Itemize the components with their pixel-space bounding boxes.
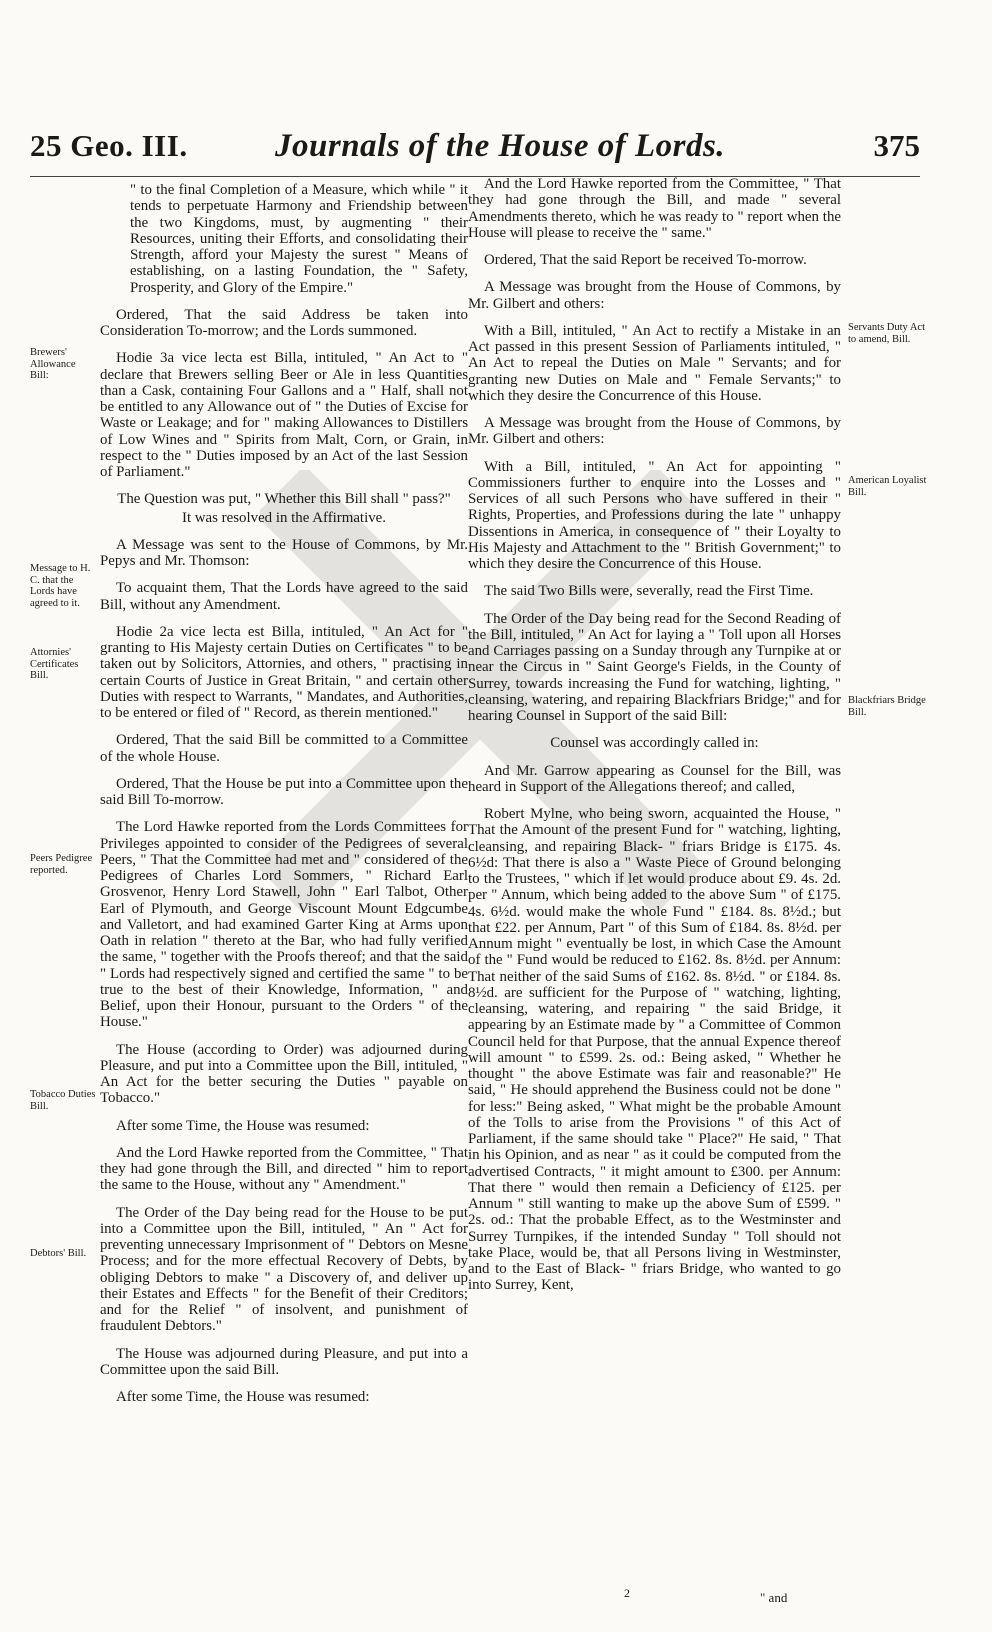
order-address-consideration: Ordered, That the said Address be taken into Consideration To-morrow; and the Lords summoned.: [100, 306, 468, 339]
margin-note-debtors-bill: Debtors' Bill.: [30, 1248, 87, 1259]
hawke-report-amendments: And the Lord Hawke reported from the Committee, " That they had gone through the Bill, and made " several Amendments thereto, which he was ready to " report when the House will please to receive the " same.": [468, 176, 841, 241]
margin-note-message-to-commons: Message to H. C. that the Lords have agreed to it.: [30, 563, 91, 609]
order-committee-tomorrow: Ordered, That the House be put into a Committee upon the said Bill To-morrow.: [100, 775, 468, 808]
house-resumed-2: After some Time, the House was resumed:: [116, 1389, 370, 1405]
margin-note-peers-pedigree: Peers Pedigree reported.: [30, 853, 93, 876]
debtors-order-of-day: The Order of the Day being read for the House to be put into a Committee upon the Bill, intituled, " An " Act for preventing unnecessary Imprisonment of " Debtors on Mesne Process; and for the more effectual Recovery of Debts, by obliging Debtors to make " a Discovery of, and deliver up their Estates and Effects " for the Benefit of their Creditors; and for the Relief " of insolvent, and punishment of fraudulent Debtors.": [100, 1204, 468, 1335]
attornies-bill-second-reading: Hodie 2a vice lecta est Billa, intituled, " An Act for " granting to His Majesty certain Duties on Certificates " to be taken out by Solicitors, Attornies, and others, " practising in certain Courts of Justice in Great Britain, " and certain other Duties with respect to Warrants, " Mandates, and Authorities, to be entered or filed of " Record, as therein mentioned.": [100, 623, 468, 721]
message-sent-to-commons: A Message was sent to the House of Commons, by Mr. Pepys and Mr. Thomson:: [100, 536, 468, 569]
margin-note-attornies-certificates: Attornies' Certificates Bill.: [30, 647, 79, 681]
order-committed: Ordered, That the said Bill be committed to a Committee of the whole House.: [100, 732, 468, 765]
question-put: The Question was put, " Whether this Bill shall " pass?": [117, 491, 451, 508]
regnal-year: 25 Geo. III.: [30, 128, 188, 163]
margin-note-tobacco-duties: Tobacco Duties Bill.: [30, 1089, 96, 1112]
bills-first-reading: The said Two Bills were, severally, read the First Time.: [484, 583, 814, 600]
debtors-committee: The House was adjourned during Pleasure, and put into a Committee upon the said Bill.: [100, 1345, 468, 1378]
resolved-affirmative: It was resolved in the Affirmative.: [181, 509, 386, 526]
peers-pedigree-report: The Lord Hawke reported from the Lords Committees for Privileges appointed to consider of the Pedigrees of several Peers, " That the Committee had met and " considered of the Pedigrees of Charles Lord Sommers, " Richard Earl Grosvenor, Henry Lord Stawell, John " Earl Talbot, Other Earl of Plymouth, and George Viscount Mount Edgcumbe and Valletort, and had examined Garter King at Arms upon Oath in relation " thereto at the Bar, who had fully verified the same, " together with the Proofs thereof; and that the said " Lords had respectively signed and certified the same " to be true to the best of their Knowledge, Information, " and Belief, upon their Honour, pursuant to the Orders " of the House.": [100, 819, 468, 1031]
counsel-called: Counsel was accordingly called in:: [550, 735, 759, 752]
mylne-testimony: Robert Mylne, who being sworn, acquainted the House, " That the Amount of the present Fund for " watching, lighting, cleansing, and repairing Black- " friars Bridge is £175. 4s. 6½d: That there is also a " Waste Piece of Ground belonging to the Trustees, " which if let would produce about £9. 4s. 2d. per " Annum, which being added to the above Sum " of £175. 4s. 6½d. would make the whole Fund " £184. 8s. 8½d.; but that £22. per Annum, Part " of this Sum of £184. 8s. 8½d. per Annum might " eventually be lost, in which Case the Amount of the " Fund would be reduced to £162. 8s. 8½d. per Annum: That neither of the said Sums of £162. 8s. 8½d. " or £184. 8s. 8½d. are sufficient for the Purpose of " watching, lighting, cleansing, watering, and repairing " the said Bridge, it appearing by an Estimate made by " a Committee of Common Council held for that Purpose, that the annual Expence thereof will amount " to £599. 2s. od.: Being asked, " Whether he thought " the above Estimate was fair and reasonable?" He said, " He should apprehend the Business could not be done " for less:" Being asked, " What might be the probable Amount of the Tolls to arise from the Provisions " of this Act of Parliament, if the same should take " Place?" He said, " That in his Opinion, and as near " as it could be computed from the advertised Contracts, " it might amount to £300. per Annum: That there " would then remain a Deficiency of £125. per Annum " still wanting to make up the above Sum of £599. " 2s. od.: That the probable Effect, as to the Westminster and Surrey Turnpikes, if the intended Sunday " Toll should not take Place, would be, that all Persons living in Westminster, and to the East of Black- " friars Bridge, who wanted to go into Surrey, Kent,: [468, 806, 841, 1294]
house-resumed-1: After some Time, the House was resumed:: [116, 1117, 370, 1134]
address-conclusion: " to the final Completion of a Measure, which while " it tends to perpetuate Harmony and Friendship between the two Kingdoms, must, by augmenting " their Resources, uniting their Efforts, and consolidating their Strength, afford your Majesty the surest " Means of establishing, on a lasting Foundation, the " Safety, Prosperity, and Glory of the Empire.": [130, 182, 468, 296]
order-report-received: Ordered, That the said Report be received To-morrow.: [484, 252, 807, 268]
blackfriars-order-of-day: The Order of the Day being read for the Second Reading of the Bill, intituled, " An Act for laying a " Toll upon all Horses and Carriages passing on a Sunday through any Turnpike at or near the Circus in " Saint George's Fields, in the County of Surrey, towards increasing the Fund for watching, lighting, " cleansing, watering, and repairing Blackfriars Bridge;" and for hearing Counsel in Support of the said Bill:: [468, 610, 841, 724]
page-number: 375: [873, 128, 920, 163]
margin-note-servants-duty: Servants Duty Act to amend, Bill.: [848, 322, 925, 345]
journal-title: Journals of the House of Lords.: [275, 128, 726, 164]
signature-mark: 2: [624, 1586, 630, 1600]
right-column: [468, 176, 841, 1305]
garrow-appearing: And Mr. Garrow appearing as Counsel for the Bill, was heard in Support of the Allegations thereof; and called,: [468, 762, 841, 795]
brewers-bill-third-reading: Hodie 3a vice lecta est Billa, intituled, " An Act to " declare that Brewers selling Beer or Ale in less Quantities than a Cask, containing Four Gallons and a " Half, shall not be entitled to any Allowance out of " the Duties of Excise for Waste or Leakage; and for " making Allowances to Distillers of Low Wines and " Spirits from Malt, Corn, or Grain, in respect to the " Duties imposed by an Act of the last Session of Parliament.": [100, 350, 468, 480]
acquaint-agreed: To acquaint them, That the Lords have agreed to the said Bill, without any Amendment.: [100, 580, 468, 613]
margin-note-american-loyalist: American Loyalist Bill.: [848, 475, 927, 498]
left-column: [100, 182, 468, 1416]
hawke-report-tobacco: And the Lord Hawke reported from the Committee, " That they had gone through the Bill, and directed " him to report the same to the House, without any " Amendment.": [100, 1144, 468, 1194]
servants-duty-bill: With a Bill, intituled, " An Act to rectify a Mistake in an Act passed in this present Session of Parliaments intituled, " An Act to repeal the Duties on Male " Servants; and for granting new Duties on Male and " Female Servants;" to which they desire the Concurrence of this House.: [468, 322, 841, 404]
tobacco-committee: The House (according to Order) was adjourned during Pleasure, and put into a Committee upon the Bill, intituled, " An Act for the better securing the Duties " payable on Tobacco.": [100, 1041, 468, 1107]
margin-note-brewers-allowance: Brewers' Allowance Bill:: [30, 347, 76, 381]
message-from-commons-2: A Message was brought from the House of Commons, by Mr. Gilbert and others:: [468, 415, 841, 448]
catchword: " and: [760, 1590, 788, 1605]
american-loyalist-bill: With a Bill, intituled, " An Act for appointing " Commissioners further to enquire into the Losses and " Services of all such Persons who have suffered in their " Rights, Properties, and Professions during the late " unhappy Dissentions in America, in consequence of " their Loyalty to His Majesty and Attachment to the " British Government;" to which they desire the Concurrence of this House.: [468, 458, 841, 572]
message-from-commons-1: A Message was brought from the House of Commons, by Mr. Gilbert and others:: [468, 279, 841, 312]
page-header: [30, 128, 920, 174]
margin-note-blackfriars-bridge: Blackfriars Bridge Bill.: [848, 695, 926, 718]
